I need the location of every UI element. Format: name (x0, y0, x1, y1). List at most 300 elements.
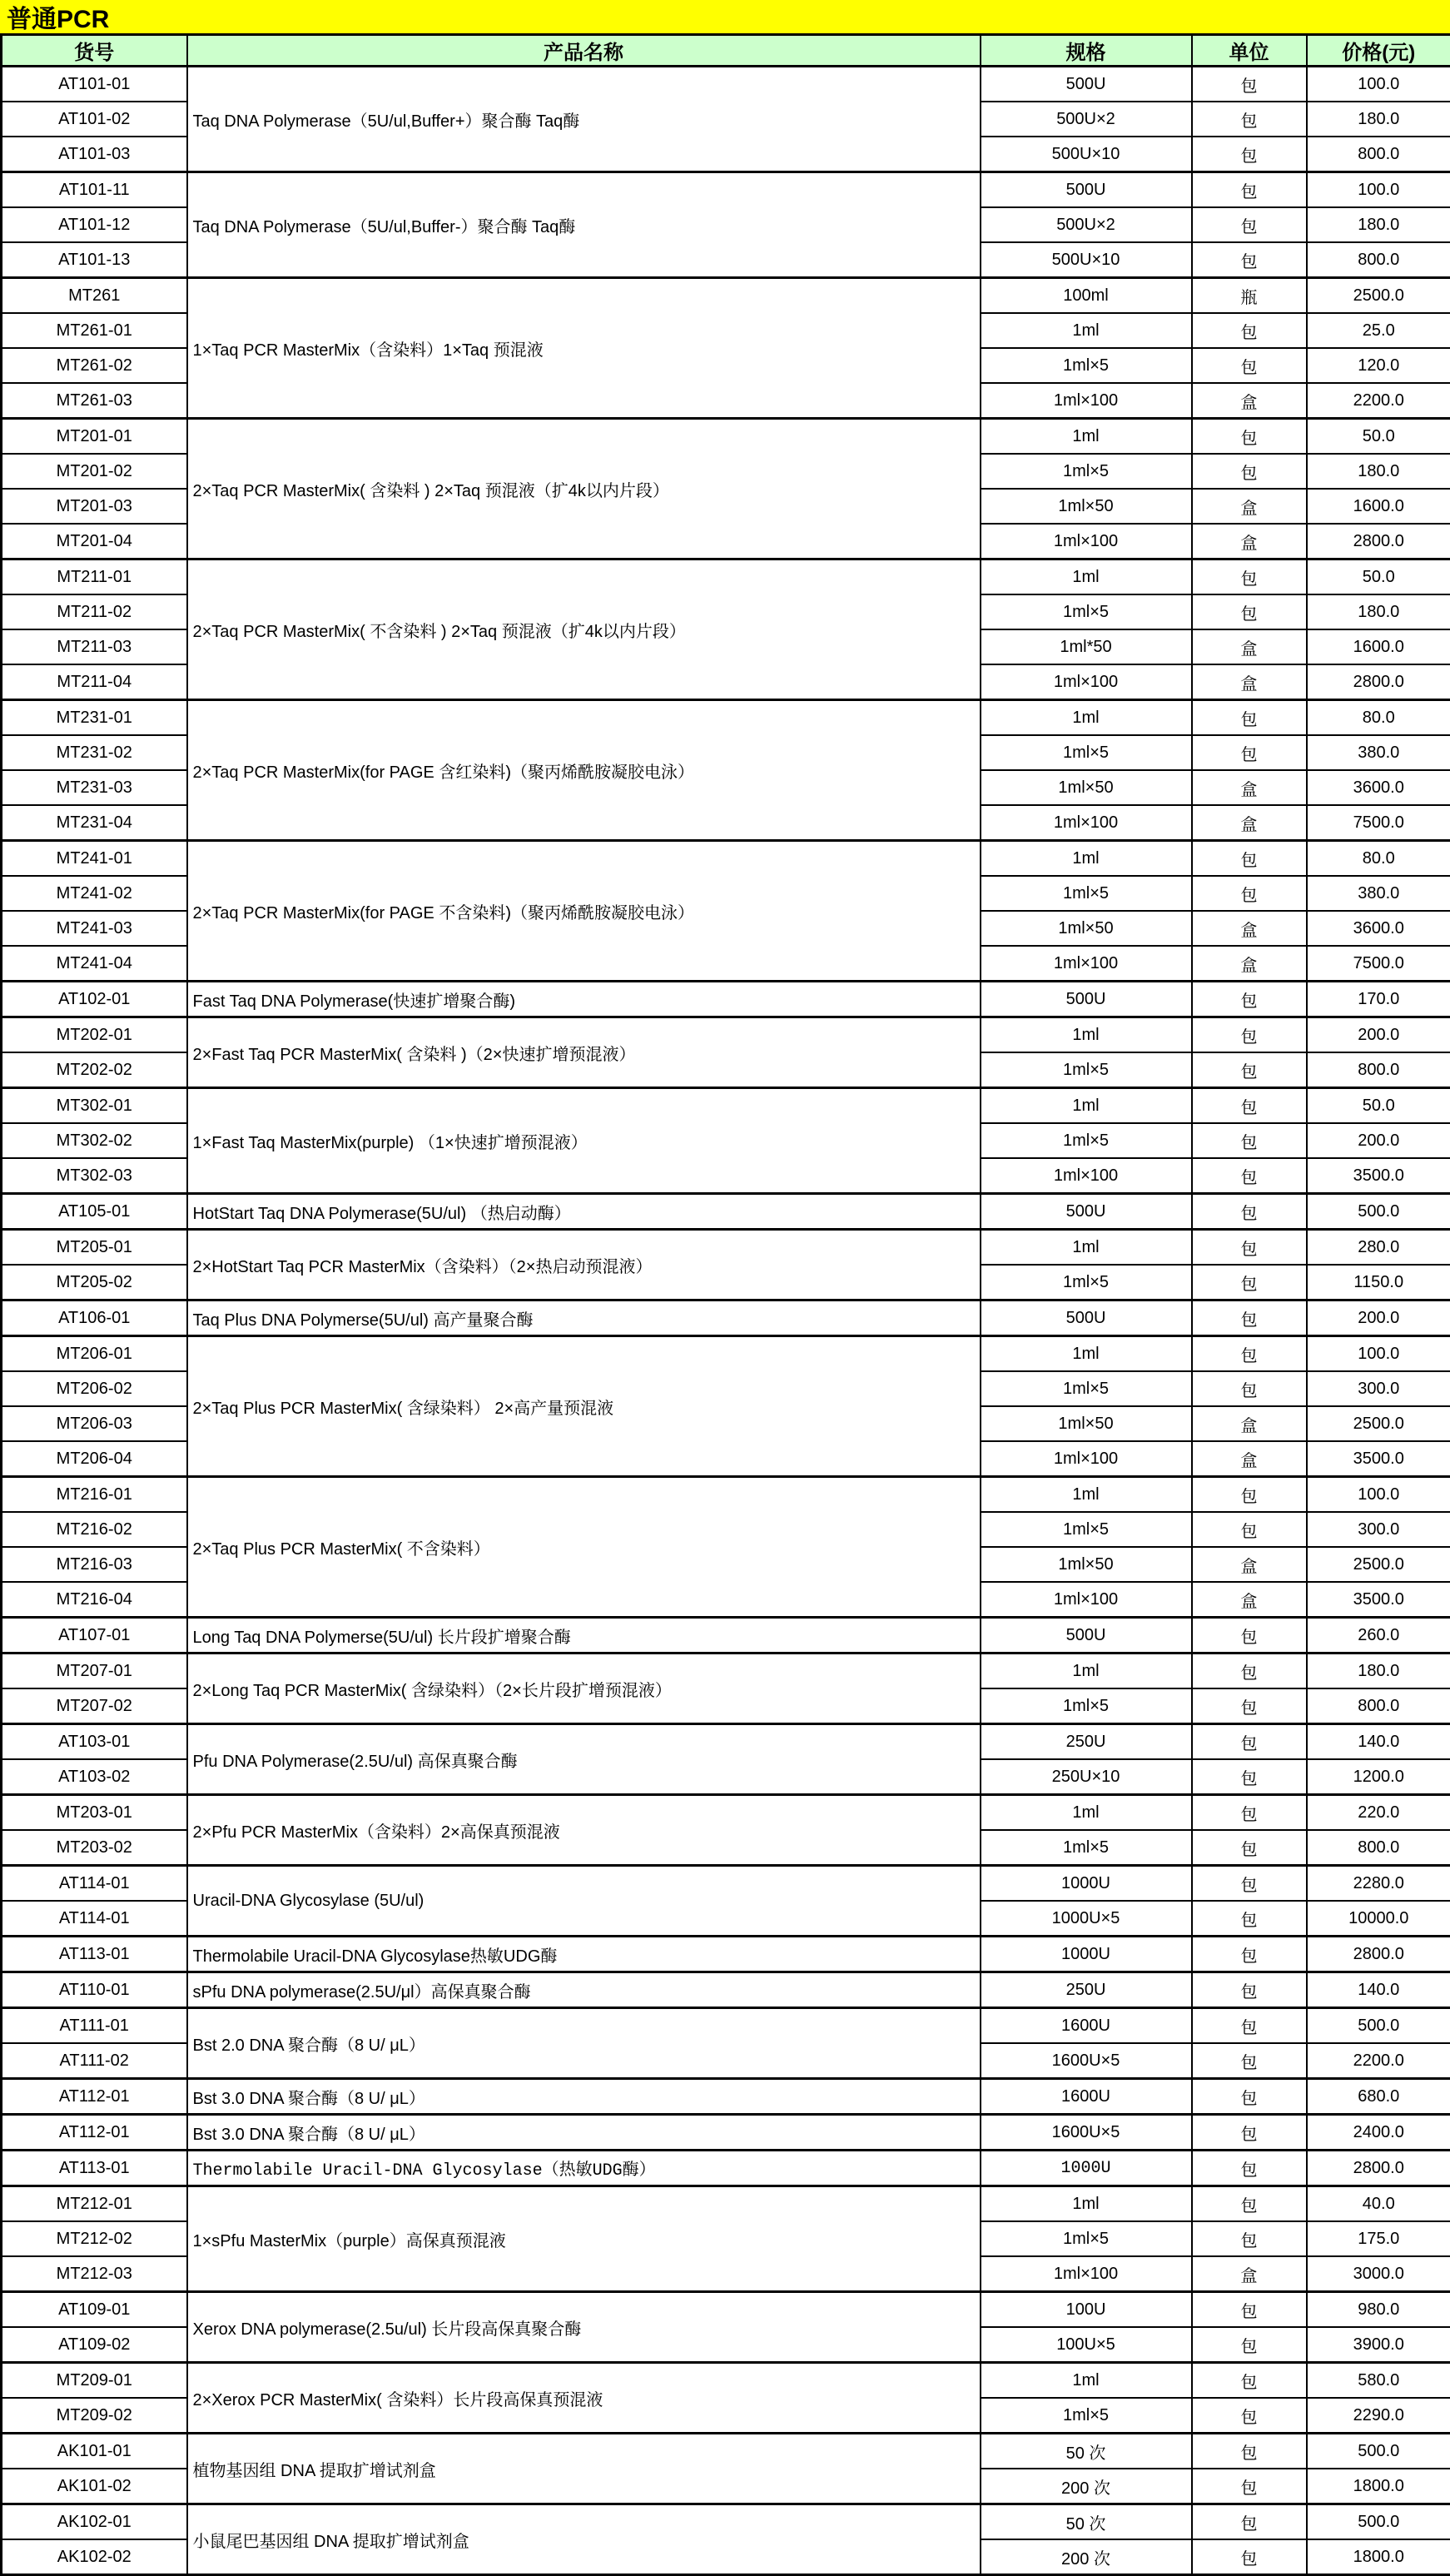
product-name-cell: 2×HotStart Taq PCR MasterMix（含染料）（2×热启动预混液） (187, 1230, 981, 1300)
unit-cell: 盒 (1192, 770, 1307, 805)
price-cell: 50.0 (1307, 1088, 1450, 1124)
spec-cell: 1000U (981, 1937, 1192, 1972)
spec-cell: 1ml×50 (981, 911, 1192, 946)
product-name-cell: 2×Taq PCR MasterMix(for PAGE 不含染料)（聚丙烯酰胺凝胶电泳） (187, 841, 981, 982)
item-code-cell: MT216-02 (2, 1512, 187, 1547)
price-cell: 170.0 (1307, 982, 1450, 1017)
item-code-cell: AT112-01 (2, 2079, 187, 2115)
spec-cell: 1ml×50 (981, 1547, 1192, 1582)
spec-cell: 1ml×5 (981, 1123, 1192, 1158)
item-code-cell: MT211-02 (2, 594, 187, 629)
item-code-cell: MT241-01 (2, 841, 187, 877)
price-cell: 2500.0 (1307, 278, 1450, 314)
product-name-cell: Taq Plus DNA Polymerse(5U/ul) 高产量聚合酶 (187, 1300, 981, 1336)
price-cell: 100.0 (1307, 1336, 1450, 1372)
spec-cell: 1ml×100 (981, 946, 1192, 982)
table-row (2, 2434, 1450, 2469)
spec-cell: 500U (981, 1194, 1192, 1230)
price-cell: 2500.0 (1307, 1406, 1450, 1441)
unit-cell: 包 (1192, 1901, 1307, 1937)
price-cell: 175.0 (1307, 2221, 1450, 2256)
item-code-cell: MT206-02 (2, 1371, 187, 1406)
unit-cell: 包 (1192, 2008, 1307, 2044)
item-code-cell: MT241-03 (2, 911, 187, 946)
price-cell: 180.0 (1307, 1654, 1450, 1689)
table-row (2, 2186, 1450, 2222)
unit-cell: 包 (1192, 1724, 1307, 1760)
table-row (2, 1618, 1450, 1654)
unit-cell: 包 (1192, 700, 1307, 736)
unit-cell: 包 (1192, 1937, 1307, 1972)
unit-cell: 包 (1192, 876, 1307, 911)
unit-cell: 包 (1192, 1336, 1307, 1372)
price-cell: 800.0 (1307, 137, 1450, 172)
spec-cell: 1ml×5 (981, 1512, 1192, 1547)
spec-cell: 500U (981, 67, 1192, 102)
price-cell: 50.0 (1307, 559, 1450, 595)
spec-cell: 1ml*50 (981, 629, 1192, 664)
item-code-cell: MT261-03 (2, 383, 187, 419)
price-cell: 2800.0 (1307, 1937, 1450, 1972)
item-code-cell: MT209-01 (2, 2363, 187, 2399)
unit-cell: 盒 (1192, 383, 1307, 419)
price-table-body (2, 67, 1450, 2575)
product-name-cell: Taq DNA Polymerase（5U/ul,Buffer-）聚合酶 Taq酶 (187, 172, 981, 278)
item-code-cell: MT302-02 (2, 1123, 187, 1158)
price-cell: 500.0 (1307, 2434, 1450, 2469)
item-code-cell: MT212-01 (2, 2186, 187, 2222)
item-code-cell: MT231-01 (2, 700, 187, 736)
item-code-cell: MT212-03 (2, 2256, 187, 2292)
price-cell: 120.0 (1307, 348, 1450, 383)
table-row (2, 67, 1450, 102)
price-cell: 200.0 (1307, 1017, 1450, 1053)
price-cell: 260.0 (1307, 1618, 1450, 1654)
table-row (2, 172, 1450, 208)
unit-cell: 包 (1192, 1230, 1307, 1266)
item-code-cell: MT241-02 (2, 876, 187, 911)
unit-cell: 盒 (1192, 1582, 1307, 1618)
price-cell: 180.0 (1307, 594, 1450, 629)
unit-cell: 包 (1192, 559, 1307, 595)
spec-cell: 50 次 (981, 2434, 1192, 2469)
spec-cell: 1ml×5 (981, 1052, 1192, 1088)
item-code-cell: MT206-01 (2, 1336, 187, 1372)
product-name-cell: HotStart Taq DNA Polymerase(5U/ul) （热启动酶） (187, 1194, 981, 1230)
spec-cell: 1ml (981, 313, 1192, 348)
item-code-cell: MT212-02 (2, 2221, 187, 2256)
price-cell: 1200.0 (1307, 1759, 1450, 1795)
column-header-unit: 单位 (1192, 35, 1307, 67)
item-code-cell: AK102-01 (2, 2504, 187, 2540)
spec-cell: 1ml (981, 1017, 1192, 1053)
column-header-spec: 规格 (981, 35, 1192, 67)
product-name-cell: 2×Fast Taq PCR MasterMix( 含染料 )（2×快速扩增预混液） (187, 1017, 981, 1088)
item-code-cell: AT102-01 (2, 982, 187, 1017)
spec-cell: 250U (981, 1724, 1192, 1760)
item-code-cell: AT107-01 (2, 1618, 187, 1654)
unit-cell: 包 (1192, 1158, 1307, 1194)
item-code-cell: MT302-03 (2, 1158, 187, 1194)
product-name-cell: 2×Taq Plus PCR MasterMix( 不含染料） (187, 1477, 981, 1618)
item-code-cell: AT113-01 (2, 2151, 187, 2186)
product-name-cell: Uracil-DNA Glycosylase (5U/ul) (187, 1866, 981, 1937)
price-cell: 1800.0 (1307, 2469, 1450, 2504)
unit-cell: 包 (1192, 1972, 1307, 2008)
price-cell: 2200.0 (1307, 383, 1450, 419)
item-code-cell: AK101-01 (2, 2434, 187, 2469)
price-cell: 500.0 (1307, 2008, 1450, 2044)
unit-cell: 包 (1192, 2363, 1307, 2399)
price-cell: 3000.0 (1307, 2256, 1450, 2292)
table-row (2, 1972, 1450, 2008)
item-code-cell: AT111-02 (2, 2043, 187, 2079)
spec-cell: 1ml (981, 1088, 1192, 1124)
spec-cell: 1ml×50 (981, 1406, 1192, 1441)
product-name-cell: sPfu DNA polymerase(2.5U/μl）高保真聚合酶 (187, 1972, 981, 2008)
spec-cell: 1000U×5 (981, 1901, 1192, 1937)
price-cell: 580.0 (1307, 2363, 1450, 2399)
unit-cell: 包 (1192, 1688, 1307, 1724)
spec-cell: 1ml (981, 419, 1192, 455)
item-code-cell: AK102-02 (2, 2539, 187, 2575)
spec-cell: 1ml×100 (981, 383, 1192, 419)
unit-cell: 包 (1192, 2115, 1307, 2151)
item-code-cell: MT201-03 (2, 489, 187, 524)
product-name-cell: 1×sPfu MasterMix（purple）高保真预混液 (187, 2186, 981, 2292)
price-cell: 50.0 (1307, 419, 1450, 455)
price-cell: 2500.0 (1307, 1547, 1450, 1582)
spec-cell: 100U (981, 2292, 1192, 2328)
table-row (2, 1017, 1450, 1053)
unit-cell: 包 (1192, 419, 1307, 455)
item-code-cell: AT101-01 (2, 67, 187, 102)
item-code-cell: AT103-01 (2, 1724, 187, 1760)
price-cell: 1150.0 (1307, 1265, 1450, 1300)
product-name-cell: Bst 3.0 DNA 聚合酶（8 U/ μL） (187, 2079, 981, 2115)
price-cell: 2800.0 (1307, 2151, 1450, 2186)
product-name-cell: Long Taq DNA Polymerse(5U/ul) 长片段扩增聚合酶 (187, 1618, 981, 1654)
table-row (2, 1724, 1450, 1760)
table-row (2, 2363, 1450, 2399)
item-code-cell: MT207-01 (2, 1654, 187, 1689)
unit-cell: 包 (1192, 1017, 1307, 1053)
spec-cell: 1ml×50 (981, 489, 1192, 524)
product-name-cell: Pfu DNA Polymerase(2.5U/ul) 高保真聚合酶 (187, 1724, 981, 1795)
item-code-cell: AT101-12 (2, 207, 187, 242)
product-name-cell: Fast Taq DNA Polymerase(快速扩增聚合酶) (187, 982, 981, 1017)
spec-cell: 1ml (981, 841, 1192, 877)
column-header-product-name: 产品名称 (187, 35, 981, 67)
unit-cell: 包 (1192, 2504, 1307, 2540)
spec-cell: 1ml×5 (981, 594, 1192, 629)
spec-cell: 1ml×5 (981, 1265, 1192, 1300)
table-row (2, 1336, 1450, 1372)
price-cell: 680.0 (1307, 2079, 1450, 2115)
section-title: 普通PCR (7, 0, 109, 35)
item-code-cell: MT201-04 (2, 524, 187, 559)
spec-cell: 500U×2 (981, 102, 1192, 137)
item-code-cell: MT211-04 (2, 664, 187, 700)
unit-cell: 包 (1192, 735, 1307, 770)
item-code-cell: AT103-02 (2, 1759, 187, 1795)
spec-cell: 1ml×5 (981, 1371, 1192, 1406)
price-cell: 800.0 (1307, 1830, 1450, 1866)
item-code-cell: MT207-02 (2, 1688, 187, 1724)
spec-cell: 1ml×100 (981, 664, 1192, 700)
unit-cell: 包 (1192, 207, 1307, 242)
price-cell: 280.0 (1307, 1230, 1450, 1266)
spec-cell: 1ml (981, 1795, 1192, 1831)
spec-cell: 1ml (981, 559, 1192, 595)
spec-cell: 1ml×5 (981, 348, 1192, 383)
unit-cell: 盒 (1192, 489, 1307, 524)
spec-cell: 250U (981, 1972, 1192, 2008)
product-name-cell: Bst 2.0 DNA 聚合酶（8 U/ μL） (187, 2008, 981, 2079)
spec-cell: 1ml×100 (981, 1441, 1192, 1477)
unit-cell: 包 (1192, 454, 1307, 489)
price-cell: 140.0 (1307, 1972, 1450, 2008)
unit-cell: 包 (1192, 2292, 1307, 2328)
unit-cell: 包 (1192, 1371, 1307, 1406)
spec-cell: 1600U (981, 2008, 1192, 2044)
price-cell: 300.0 (1307, 1371, 1450, 1406)
table-row (2, 1300, 1450, 1336)
spec-cell: 1600U (981, 2079, 1192, 2115)
column-header-price: 价格(元) (1307, 35, 1450, 67)
item-code-cell: MT206-03 (2, 1406, 187, 1441)
product-name-cell: 1×Taq PCR MasterMix（含染料）1×Taq 预混液 (187, 278, 981, 419)
unit-cell: 包 (1192, 137, 1307, 172)
unit-cell: 盒 (1192, 664, 1307, 700)
item-code-cell: AT101-11 (2, 172, 187, 208)
spec-cell: 500U (981, 172, 1192, 208)
product-name-cell: 2×Taq PCR MasterMix( 含染料 ) 2×Taq 预混液（扩4k以内片段） (187, 419, 981, 559)
spec-cell: 100ml (981, 278, 1192, 314)
table-row (2, 2079, 1450, 2115)
table-header (2, 35, 1450, 67)
table-row (2, 2115, 1450, 2151)
price-cell: 40.0 (1307, 2186, 1450, 2222)
spec-cell: 1ml×100 (981, 1582, 1192, 1618)
table-row (2, 559, 1450, 595)
item-code-cell: MT211-03 (2, 629, 187, 664)
price-cell: 380.0 (1307, 876, 1450, 911)
item-code-cell: AT114-01 (2, 1866, 187, 1902)
spec-cell: 1ml×100 (981, 524, 1192, 559)
price-cell: 2290.0 (1307, 2398, 1450, 2434)
unit-cell: 盒 (1192, 524, 1307, 559)
table-row (2, 2151, 1450, 2186)
spec-cell: 500U×10 (981, 242, 1192, 278)
table-row (2, 2292, 1450, 2328)
unit-cell: 包 (1192, 102, 1307, 137)
item-code-cell: MT203-01 (2, 1795, 187, 1831)
unit-cell: 包 (1192, 1795, 1307, 1831)
unit-cell: 包 (1192, 594, 1307, 629)
item-code-cell: MT211-01 (2, 559, 187, 595)
unit-cell: 包 (1192, 2539, 1307, 2575)
spec-cell: 1ml×100 (981, 2256, 1192, 2292)
section-title-bar (0, 0, 1450, 33)
price-cell: 500.0 (1307, 2504, 1450, 2540)
item-code-cell: AT113-01 (2, 1937, 187, 1972)
spec-cell: 1ml×100 (981, 1158, 1192, 1194)
item-code-cell: MT216-03 (2, 1547, 187, 1582)
unit-cell: 包 (1192, 2043, 1307, 2079)
spec-cell: 500U (981, 1300, 1192, 1336)
price-cell: 180.0 (1307, 454, 1450, 489)
item-code-cell: AK101-02 (2, 2469, 187, 2504)
unit-cell: 包 (1192, 1300, 1307, 1336)
spec-cell: 1ml (981, 1336, 1192, 1372)
item-code-cell: MT261-02 (2, 348, 187, 383)
table-row (2, 1230, 1450, 1266)
table-row (2, 278, 1450, 314)
spec-cell: 1ml×5 (981, 2221, 1192, 2256)
table-row (2, 982, 1450, 1017)
unit-cell: 包 (1192, 1654, 1307, 1689)
item-code-cell: MT205-02 (2, 1265, 187, 1300)
item-code-cell: AT105-01 (2, 1194, 187, 1230)
unit-cell: 包 (1192, 2434, 1307, 2469)
unit-cell: 包 (1192, 2469, 1307, 2504)
item-code-cell: AT109-02 (2, 2327, 187, 2363)
spec-cell: 1ml×5 (981, 876, 1192, 911)
product-name-cell: Xerox DNA polymerase(2.5u/ul) 长片段高保真聚合酶 (187, 2292, 981, 2363)
product-name-cell: Thermolabile Uracil-DNA Glycosylase（热敏UDG酶） (187, 2151, 981, 2186)
price-cell: 140.0 (1307, 1724, 1450, 1760)
product-name-cell: 2×Xerox PCR MasterMix( 含染料）长片段高保真预混液 (187, 2363, 981, 2434)
product-name-cell: Bst 3.0 DNA 聚合酶（8 U/ μL） (187, 2115, 981, 2151)
spec-cell: 1ml (981, 1477, 1192, 1513)
price-cell: 800.0 (1307, 1688, 1450, 1724)
spec-cell: 1ml (981, 2363, 1192, 2399)
table-row (2, 419, 1450, 455)
item-code-cell: AT114-01 (2, 1901, 187, 1937)
unit-cell: 瓶 (1192, 278, 1307, 314)
product-name-cell: 2×Long Taq PCR MasterMix( 含绿染料）（2×长片段扩增预混液） (187, 1654, 981, 1724)
item-code-cell: AT106-01 (2, 1300, 187, 1336)
item-code-cell: MT261-01 (2, 313, 187, 348)
unit-cell: 包 (1192, 982, 1307, 1017)
price-cell: 1600.0 (1307, 629, 1450, 664)
unit-cell: 包 (1192, 1052, 1307, 1088)
unit-cell: 包 (1192, 67, 1307, 102)
price-cell: 2800.0 (1307, 524, 1450, 559)
price-cell: 180.0 (1307, 102, 1450, 137)
price-cell: 380.0 (1307, 735, 1450, 770)
price-cell: 1800.0 (1307, 2539, 1450, 2575)
item-code-cell: AT101-02 (2, 102, 187, 137)
price-cell: 2280.0 (1307, 1866, 1450, 1902)
price-cell: 220.0 (1307, 1795, 1450, 1831)
price-cell: 2400.0 (1307, 2115, 1450, 2151)
unit-cell: 盒 (1192, 629, 1307, 664)
table-row (2, 2504, 1450, 2540)
spec-cell: 500U×10 (981, 137, 1192, 172)
price-cell: 80.0 (1307, 841, 1450, 877)
price-cell: 3500.0 (1307, 1158, 1450, 1194)
product-name-cell: 1×Fast Taq MasterMix(purple) （1×快速扩增预混液） (187, 1088, 981, 1194)
table-row (2, 1866, 1450, 1902)
spec-cell: 1ml×5 (981, 1830, 1192, 1866)
spec-cell: 1ml×5 (981, 1688, 1192, 1724)
price-cell: 100.0 (1307, 67, 1450, 102)
unit-cell: 包 (1192, 172, 1307, 208)
price-cell: 100.0 (1307, 1477, 1450, 1513)
table-row (2, 1194, 1450, 1230)
spec-cell: 1ml×5 (981, 735, 1192, 770)
spec-cell: 1ml×50 (981, 770, 1192, 805)
item-code-cell: AT101-13 (2, 242, 187, 278)
item-code-cell: MT201-02 (2, 454, 187, 489)
item-code-cell: AT111-01 (2, 2008, 187, 2044)
product-name-cell: 小鼠尾巴基因组 DNA 提取扩增试剂盒 (187, 2504, 981, 2575)
unit-cell: 盒 (1192, 1406, 1307, 1441)
price-cell: 3600.0 (1307, 770, 1450, 805)
unit-cell: 包 (1192, 1088, 1307, 1124)
item-code-cell: MT202-01 (2, 1017, 187, 1053)
price-cell: 100.0 (1307, 172, 1450, 208)
price-cell: 1600.0 (1307, 489, 1450, 524)
price-cell: 10000.0 (1307, 1901, 1450, 1937)
table-row (2, 2008, 1450, 2044)
spec-cell: 200 次 (981, 2539, 1192, 2575)
product-name-cell: 2×Taq PCR MasterMix(for PAGE 含红染料)（聚丙烯酰胺凝胶电泳） (187, 700, 981, 841)
spec-cell: 1000U (981, 1866, 1192, 1902)
unit-cell: 盒 (1192, 1547, 1307, 1582)
item-code-cell: MT202-02 (2, 1052, 187, 1088)
table-row (2, 841, 1450, 877)
unit-cell: 包 (1192, 1194, 1307, 1230)
unit-cell: 包 (1192, 2221, 1307, 2256)
unit-cell: 包 (1192, 1759, 1307, 1795)
unit-cell: 包 (1192, 1512, 1307, 1547)
spec-cell: 1600U×5 (981, 2115, 1192, 2151)
item-code-cell: MT241-04 (2, 946, 187, 982)
price-cell: 3900.0 (1307, 2327, 1450, 2363)
spec-cell: 50 次 (981, 2504, 1192, 2540)
unit-cell: 包 (1192, 1477, 1307, 1513)
unit-cell: 包 (1192, 841, 1307, 877)
item-code-cell: MT205-01 (2, 1230, 187, 1266)
product-name-cell: Taq DNA Polymerase（5U/ul,Buffer+）聚合酶 Taq酶 (187, 67, 981, 172)
product-name-cell: 2×Taq PCR MasterMix( 不含染料 ) 2×Taq 预混液（扩4k以内片段） (187, 559, 981, 700)
price-cell: 3500.0 (1307, 1441, 1450, 1477)
price-cell: 180.0 (1307, 207, 1450, 242)
item-code-cell: AT101-03 (2, 137, 187, 172)
unit-cell: 包 (1192, 1123, 1307, 1158)
spec-cell: 1ml×5 (981, 2398, 1192, 2434)
spec-cell: 250U×10 (981, 1759, 1192, 1795)
item-code-cell: MT216-01 (2, 1477, 187, 1513)
price-cell: 3500.0 (1307, 1582, 1450, 1618)
price-cell: 3600.0 (1307, 911, 1450, 946)
unit-cell: 包 (1192, 242, 1307, 278)
unit-cell: 包 (1192, 2398, 1307, 2434)
item-code-cell: MT302-01 (2, 1088, 187, 1124)
unit-cell: 盒 (1192, 805, 1307, 841)
spec-cell: 500U (981, 982, 1192, 1017)
header-row (2, 35, 1450, 67)
item-code-cell: MT261 (2, 278, 187, 314)
item-code-cell: MT231-02 (2, 735, 187, 770)
spec-cell: 1600U×5 (981, 2043, 1192, 2079)
spec-cell: 1ml (981, 1654, 1192, 1689)
item-code-cell: MT209-02 (2, 2398, 187, 2434)
unit-cell: 包 (1192, 1618, 1307, 1654)
